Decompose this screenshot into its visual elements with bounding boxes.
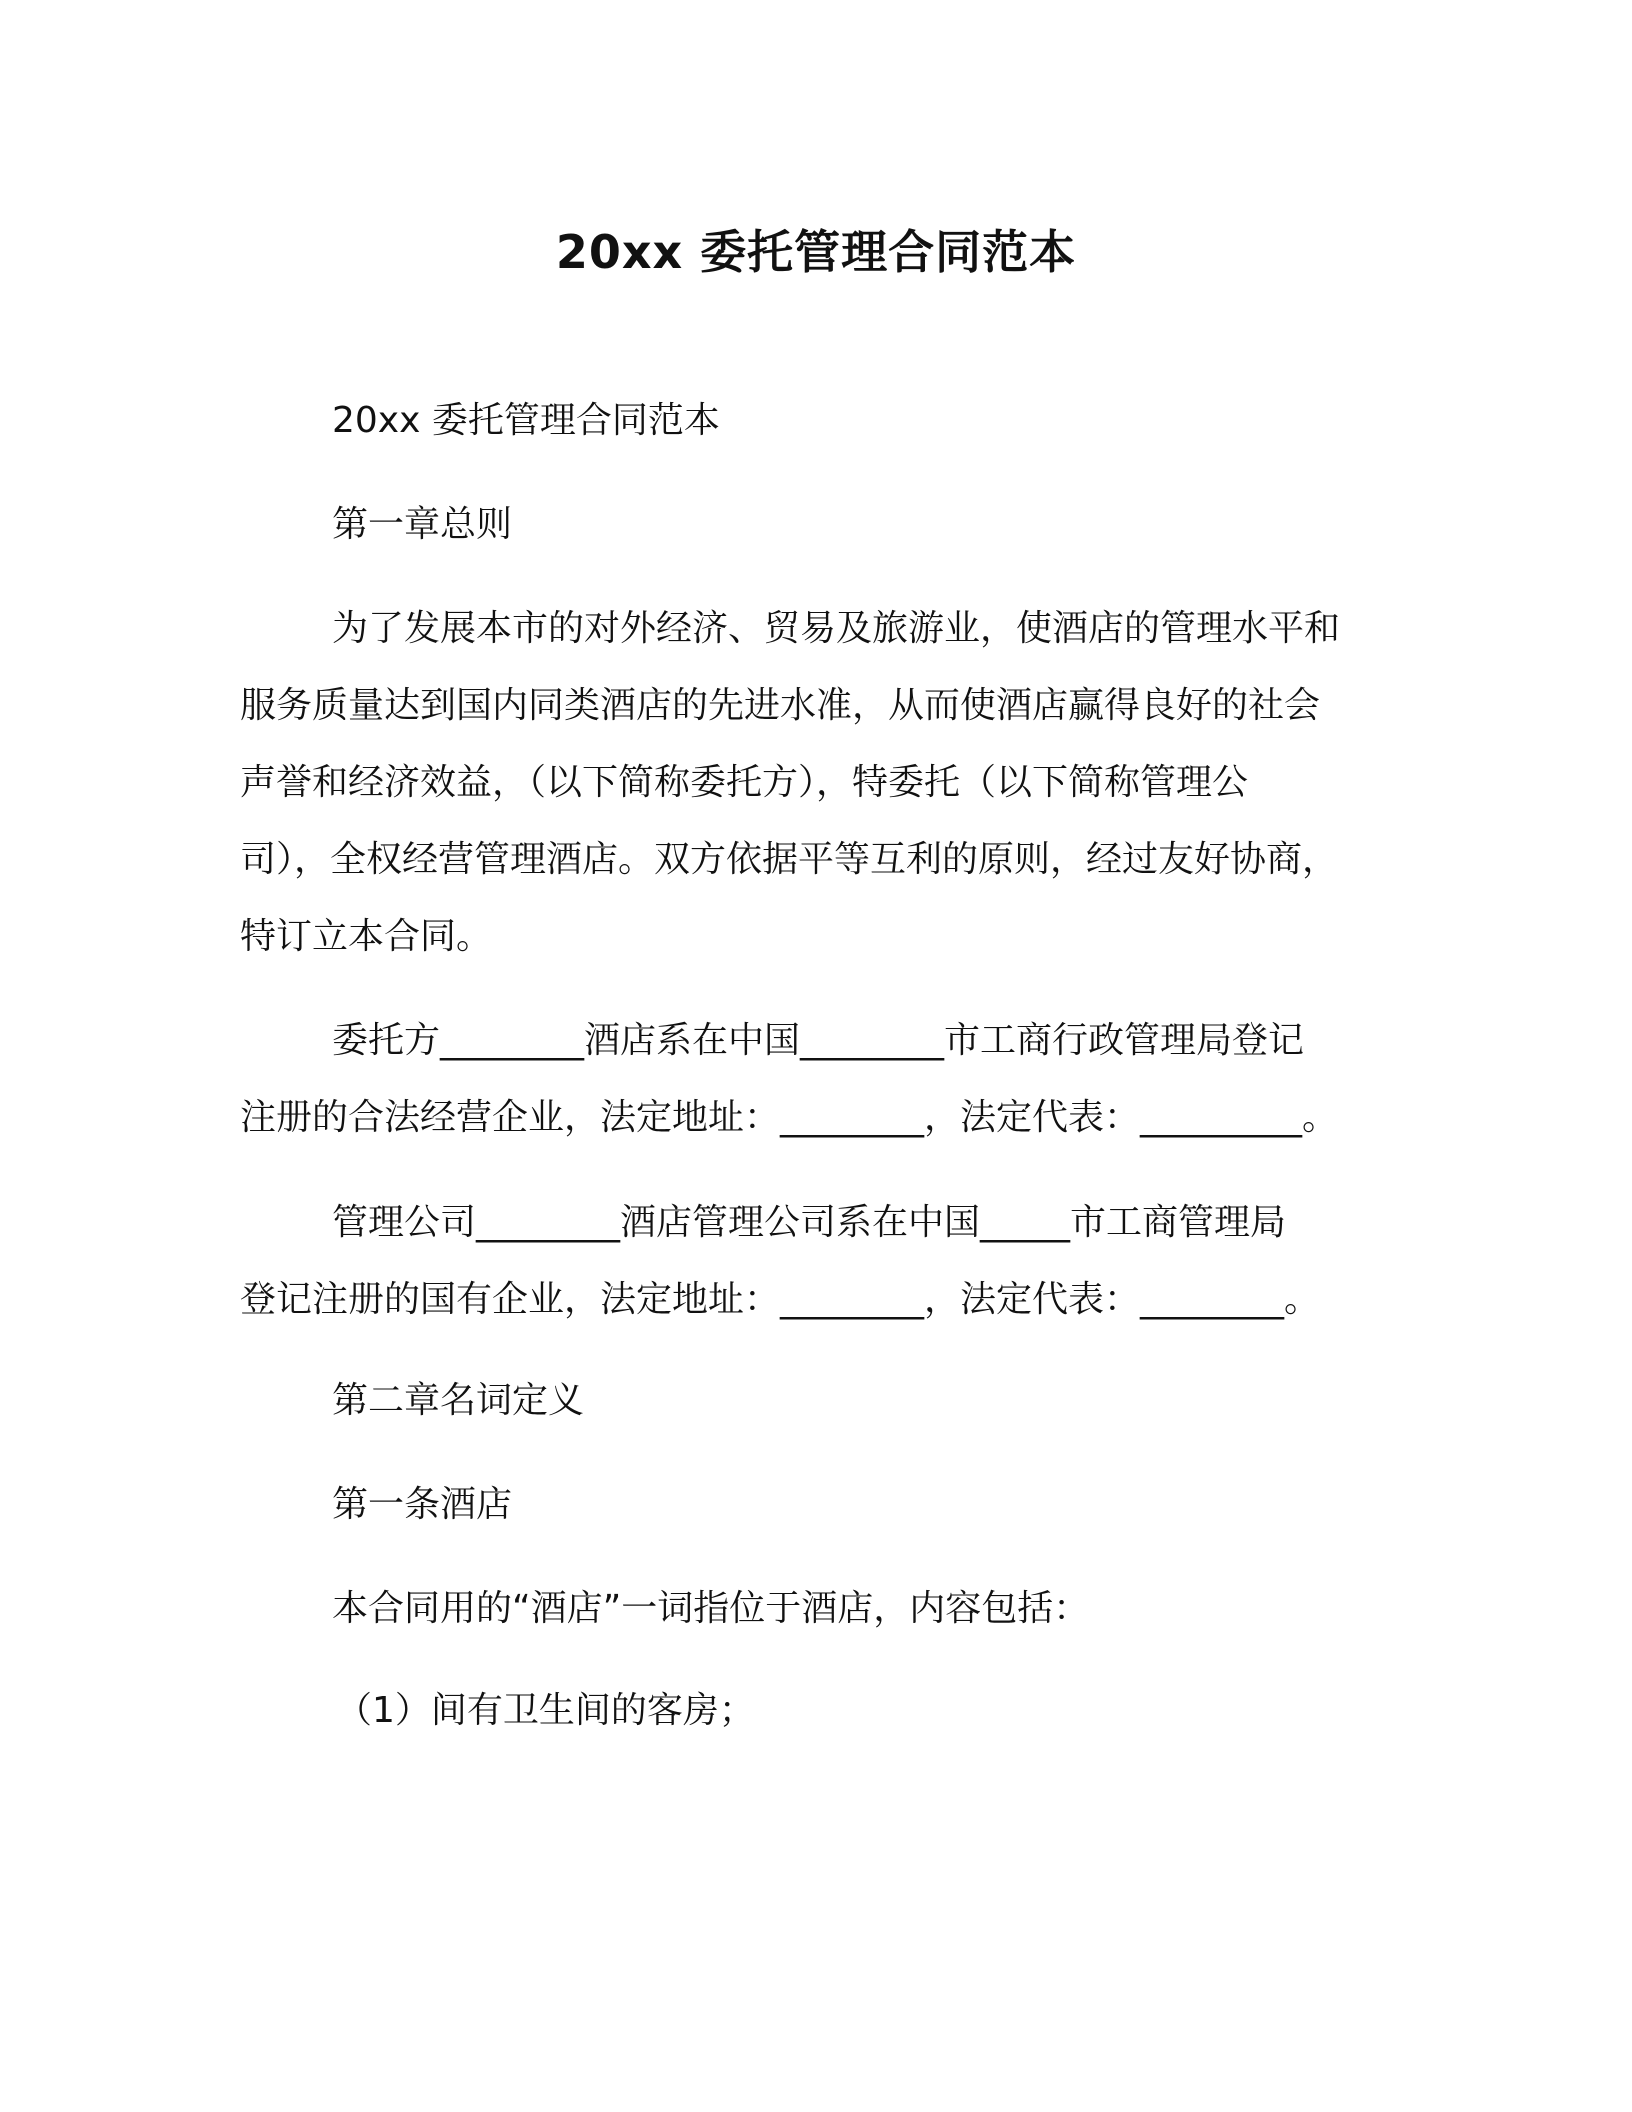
article-1-heading: 第一条酒店 [332,1484,513,1525]
paragraph-line: 特订立本合同。 [240,916,493,957]
paragraph-management-party [240,1184,1320,1338]
chapter-1-heading: 第一章总则 [332,504,513,545]
paragraph-line: 声誉和经济效益，（以下简称委托方），特委托（以下简称管理公 [240,762,1249,803]
paragraph-line: 注册的合法经营企业，法定地址：________，法定代表：_________。 [240,1097,1339,1138]
paragraph-client-party [240,1002,1338,1156]
list-item: （1）间有卫生间的客房； [336,1690,755,1731]
paragraph-line: 委托方________酒店系在中国________市工商行政管理局登记 [332,1020,1305,1061]
article-1-text: 本合同用的“酒店”一词指位于酒店，内容包括： [332,1588,1090,1629]
document-subtitle: 20xx 委托管理合同范本 [332,400,720,441]
document-title: 20xx 委托管理合同范本 [555,225,1077,279]
paragraph-line: 为了发展本市的对外经济、贸易及旅游业，使酒店的管理水平和 [332,608,1341,649]
chapter-2-heading: 第二章名词定义 [332,1380,585,1421]
paragraph-line: 服务质量达到国内同类酒店的先进水准，从而使酒店赢得良好的社会 [240,685,1321,726]
paragraph-line: 登记注册的国有企业，法定地址：________，法定代表：________。 [240,1279,1321,1320]
paragraph-line: 司），全权经营管理酒店。双方依据平等互利的原则，经过友好协商， [240,839,1339,880]
paragraph-purpose [240,590,1340,975]
paragraph-line: 管理公司________酒店管理公司系在中国_____市工商管理局 [332,1202,1287,1243]
